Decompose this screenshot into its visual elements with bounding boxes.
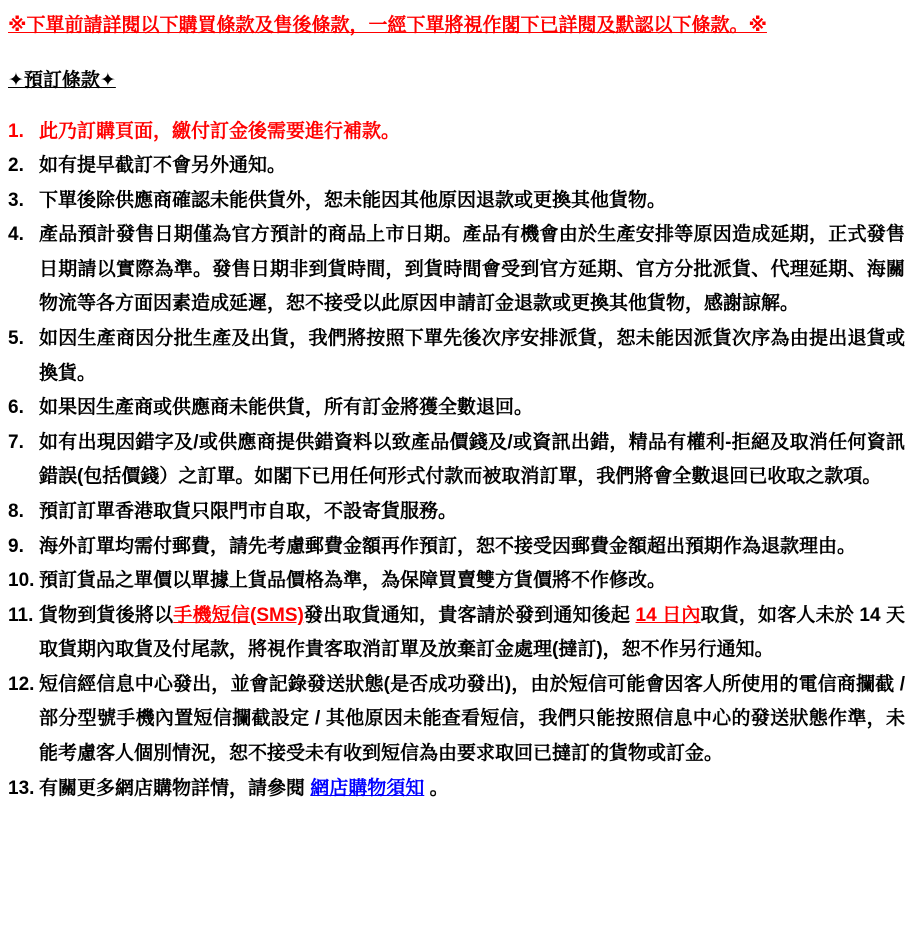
term-number: 11. <box>8 604 34 626</box>
term-number: 5. <box>8 328 24 350</box>
term-number: 4. <box>8 224 24 246</box>
term-number: 3. <box>8 189 24 211</box>
term-text-segment: 有關更多網店購物詳情，請參閱 <box>39 777 311 799</box>
term-text: 下單後除供應商確認未能供貨外，恕未能因其他原因退款或更換其他貨物。 <box>39 189 667 211</box>
term-item-10 <box>8 564 905 599</box>
term-text: 預訂貨品之單價以單據上貨品價格為準，為保障買賣雙方貨價將不作修改。 <box>39 570 667 592</box>
term-item-12 <box>8 668 905 772</box>
term-item-1 <box>8 115 905 150</box>
term-text: 預訂訂單香港取貨只限門市自取，不設寄貨服務。 <box>39 500 458 522</box>
term-item-4 <box>8 218 905 322</box>
term-item-7 <box>8 426 905 495</box>
term-text-segment: 發出取貨通知，貴客請於發到通知後起 <box>303 604 636 626</box>
term-item-3 <box>8 184 905 219</box>
term-item-11 <box>8 599 905 668</box>
term-text: 產品預計發售日期僅為官方預計的商品上市日期。產品有機會由於生產安排等原因造成延期，正式發售日期請以實際為準。發售日期非到貨時間，到貨時間會受到官方延期、官方分批派貨、代理延期、海關物流等各方面因素造成延遲，恕不接受以此原因申請訂金退款或更換其他貨物，感謝諒解。 <box>39 224 905 315</box>
term-text: 短信經信息中心發出，並會記錄發送狀態(是否成功發出)，由於短信可能會因客人所使用的電信商攔截 / 部分型號手機內置短信攔截設定 / 其他原因未能查看短信，我們只能按照信息中心的發送狀態作準，未能考慮客人個別情況，恕不接受未有收到短信為由要求取回已撻訂的貨物或訂金。 <box>39 673 905 764</box>
term-number: 13. <box>8 777 35 799</box>
terms-list <box>8 115 905 807</box>
term-text: 此乃訂購頁面，繳付訂金後需要進行補款。 <box>39 120 401 142</box>
section-title-preorder-terms: ✦預訂條款✦ <box>8 69 116 91</box>
term-item-8 <box>8 495 905 530</box>
term-text-segment: 貨物到貨後將以 <box>39 604 174 626</box>
term-text: 海外訂單均需付郵費，請先考慮郵費金額再作預訂，恕不接受因郵費金額超出預期作為退款理由。 <box>39 535 857 557</box>
term-number: 8. <box>8 500 24 522</box>
term-text: 如因生產商因分批生產及出貨，我們將按照下單先後次序安排派貨，恕未能因派貨次序為由提出退貨或換貨。 <box>39 328 905 384</box>
term-item-9 <box>8 530 905 565</box>
term-number: 10. <box>8 570 35 592</box>
term-number: 9. <box>8 535 24 557</box>
term-number: 12. <box>8 673 35 695</box>
sms-notice-highlight: 手機短信(SMS) <box>173 604 304 626</box>
shop-guide-link[interactable]: 網店購物須知 <box>310 777 425 799</box>
term-number: 6. <box>8 397 24 419</box>
term-text-segment: 取貨，如客人未於 14 天取貨期內取貨及付尾款，將視作貴客取消訂單及放棄訂金處理(撻訂)，恕不作另行通知。 <box>39 604 906 661</box>
term-text-segment: 。 <box>424 777 449 799</box>
term-item-5 <box>8 322 905 391</box>
term-text <box>39 772 905 807</box>
term-item-13 <box>8 772 905 807</box>
pickup-deadline-highlight: 14 日內 <box>635 604 701 626</box>
purchase-notice: ※下單前請詳閱以下購買條款及售後條款，一經下單將視作閣下已詳閱及默認以下條款。※ <box>8 15 767 36</box>
term-text <box>39 599 905 668</box>
term-item-6 <box>8 391 905 426</box>
term-number: 2. <box>8 155 24 177</box>
term-item-2 <box>8 149 905 184</box>
term-text: 如有提早截訂不會另外通知。 <box>39 155 287 177</box>
term-number: 1. <box>8 120 24 142</box>
term-text: 如有出現因錯字及/或供應商提供錯資料以致產品價錢及/或資訊出錯，精品有權利-拒絕及取消任何資訊錯誤(包括價錢）之訂單。如閣下已用任何形式付款而被取消訂單，我們將會全數退回已收取之款項。 <box>39 431 905 488</box>
term-number: 7. <box>8 431 24 453</box>
term-text: 如果因生產商或供應商未能供貨，所有訂金將獲全數退回。 <box>39 397 534 419</box>
